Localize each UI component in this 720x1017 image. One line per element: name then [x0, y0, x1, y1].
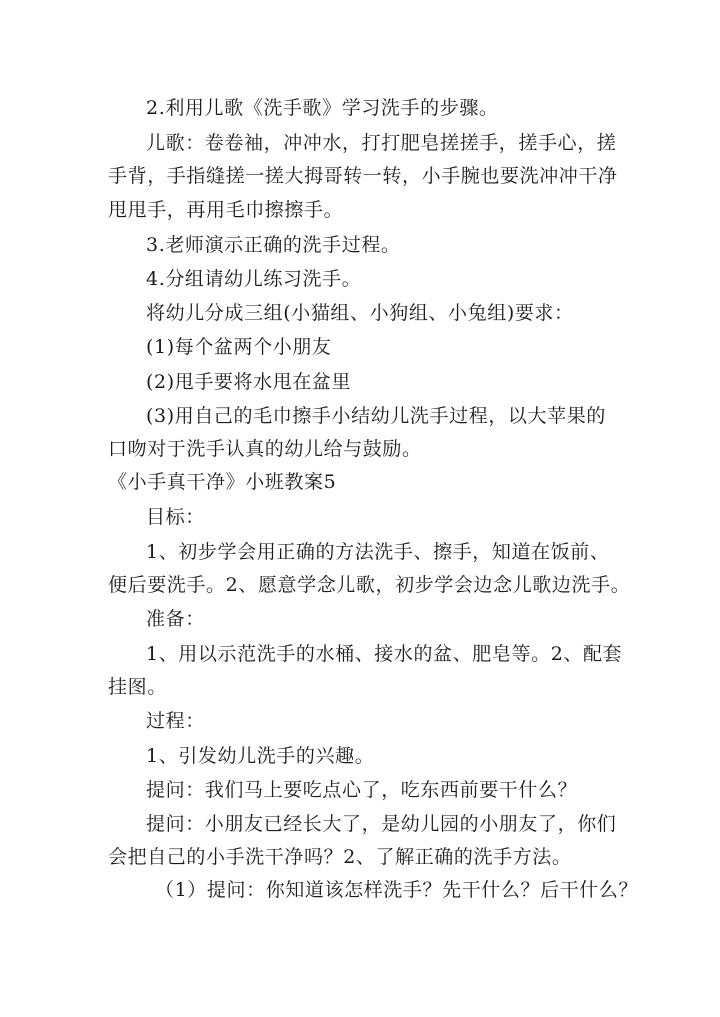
step-4-heading: 4.分组请幼儿练习洗手。: [146, 268, 362, 290]
lesson-title: 《小手真干净》小班教案5: [108, 471, 337, 493]
rhyme-line-3: 甩甩手，再用毛巾擦擦手。: [108, 199, 344, 221]
preparation-line-1: 1、用以示范洗手的水桶、接水的盆、肥皂等。2、配套: [146, 643, 623, 665]
requirement-2: (2)甩手要将水甩在盆里: [146, 371, 352, 393]
rhyme-line-1: 儿歌：卷卷袖，冲冲水，打打肥皂搓搓手，搓手心，搓: [146, 132, 617, 154]
step-3-heading: 3.老师演示正确的洗手过程。: [146, 234, 401, 256]
preparation-line-2: 挂图。: [108, 676, 167, 698]
sub-question-1: （1）提问：你知道该怎样洗手？先干什么？后干什么？: [155, 879, 639, 901]
requirement-3-line-1: (3)用自己的毛巾擦手小结幼儿洗手过程，以大苹果的: [146, 405, 606, 427]
grouping-line: 将幼儿分成三组(小猫组、小狗组、小兔组)要求：: [146, 302, 574, 324]
question-2-line-2: 会把自己的小手洗干净吗？2、了解正确的洗手方法。: [108, 846, 572, 868]
goals-line-1: 1、初步学会用正确的方法洗手、擦手，知道在饭前、: [146, 541, 610, 563]
goals-line-2: 便后要洗手。2、愿意学念儿歌，初步学会边念儿歌边洗手。: [108, 574, 631, 596]
step-2-heading: 2.利用儿歌《洗手歌》学习洗手的步骤。: [146, 97, 499, 119]
preparation-heading: 准备：: [146, 608, 205, 630]
process-heading: 过程：: [146, 710, 205, 732]
requirement-1: (1)每个盆两个小朋友: [146, 336, 332, 358]
process-step-1: 1、引发幼儿洗手的兴趣。: [146, 745, 375, 767]
question-1: 提问：我们马上要吃点心了，吃东西前要干什么？: [146, 779, 578, 801]
question-2-line-1: 提问：小朋友已经长大了，是幼儿园的小朋友了，你们: [146, 813, 617, 835]
goals-heading: 目标：: [146, 506, 205, 528]
requirement-3-line-2: 口吻对于洗手认真的幼儿给与鼓励。: [108, 438, 422, 460]
rhyme-line-2: 手背，手指缝搓一搓大拇哥转一转，小手腕也要洗冲冲干净: [108, 165, 618, 187]
